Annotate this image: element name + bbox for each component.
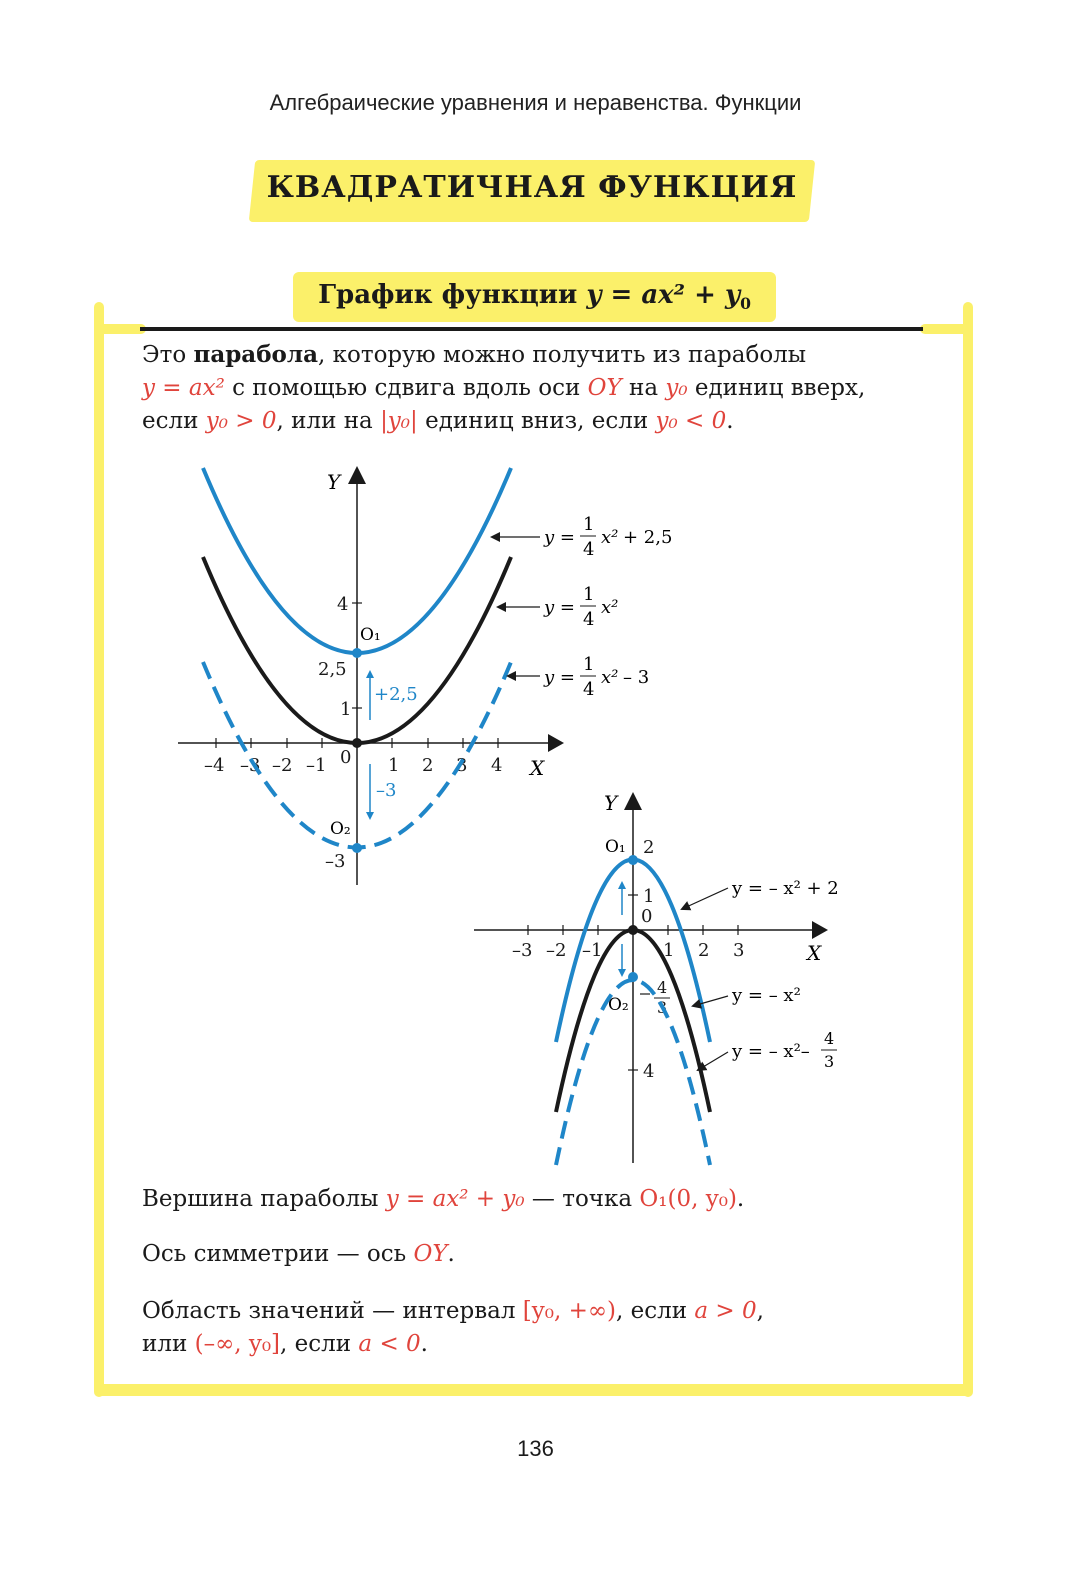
- range-text: ,: [756, 1298, 764, 1324]
- origin-point: [628, 925, 638, 935]
- graph2-y-axis-arrow-icon: [624, 792, 642, 810]
- intro-text: с помощью сдвига вдоль оси: [224, 375, 588, 401]
- intro-formula: y = ax²: [142, 375, 225, 401]
- symmetry-text: Ось симметрии — ось: [142, 1241, 414, 1267]
- graph2-x-tick: 1: [663, 940, 675, 961]
- equation-lhs: y =: [544, 667, 575, 688]
- vertex-text: — точка: [524, 1186, 640, 1212]
- range-condition: a > 0: [694, 1298, 757, 1324]
- equation-lhs: y =: [544, 597, 575, 618]
- graph2-x-tick: –2: [546, 940, 567, 961]
- symmetry-text: .: [447, 1241, 455, 1267]
- intro-text: на: [621, 375, 666, 401]
- fraction-denominator: 4: [583, 679, 595, 700]
- range-text: Область значений — интервал: [142, 1298, 523, 1324]
- graph2-equation-bot: y = – x²–: [732, 1041, 810, 1062]
- intro-text: .: [726, 408, 734, 434]
- range-condition: a < 0: [358, 1331, 421, 1357]
- intro-text: если: [142, 408, 206, 434]
- equation-x-squared: x²: [601, 597, 619, 618]
- intro-formula: OY: [587, 375, 622, 401]
- vertex-formula: y = ax² + y₀: [385, 1186, 525, 1212]
- graph2-x-tick: –3: [512, 940, 533, 961]
- section-title-formula: y = ax² + y: [586, 280, 741, 310]
- graph1-y-tick: –3: [325, 851, 346, 872]
- intro-text: , которую можно получить из параболы: [318, 342, 807, 368]
- graph2-y-tick: 1: [643, 886, 655, 907]
- graph1-y-tick: 4: [337, 594, 349, 615]
- vertex-point: O₁(0, y₀): [639, 1186, 737, 1212]
- pointer-arrow-icon: [698, 1052, 728, 1070]
- range-text: , если: [616, 1298, 695, 1324]
- fraction-numerator: 1: [583, 514, 595, 535]
- vertex-text: Вершина параболы: [142, 1186, 386, 1212]
- fraction-numerator: 1: [583, 654, 595, 675]
- graph2-vertex-o2-label: O₂: [608, 995, 629, 1015]
- intro-formula: y₀ < 0: [655, 408, 727, 434]
- graph1-x-tick: 2: [422, 755, 434, 776]
- graph2-equation-bot-num: 4: [824, 1029, 835, 1048]
- graph1-origin-label: 0: [340, 747, 352, 768]
- graph1-vertex-o2-label: O₂: [330, 819, 351, 839]
- graph1-y-axis-label: Y: [327, 470, 341, 494]
- shift-down-label: –3: [376, 780, 397, 801]
- symmetry-axis: OY: [413, 1241, 448, 1267]
- fraction-denominator: 4: [583, 539, 595, 560]
- range-paragraph: [142, 1295, 927, 1361]
- symmetry-paragraph: [142, 1238, 927, 1271]
- page-number: 136: [517, 1436, 554, 1461]
- range-text: или: [142, 1331, 195, 1357]
- intro-formula: y₀ > 0: [205, 408, 277, 434]
- vertex-paragraph: [142, 1183, 927, 1216]
- pointer-arrow-icon: [682, 888, 728, 909]
- graph2-y-tick: 4: [643, 1061, 655, 1082]
- graph1-y-tick: 2,5: [318, 659, 347, 680]
- graph2-neg-frac-num: 4: [657, 978, 668, 997]
- graph2-y-axis-label: Y: [604, 791, 618, 815]
- intro-text: единиц вверх,: [687, 375, 866, 401]
- graph2-neg-frac-den: 3: [657, 998, 668, 1017]
- graph2-y-tick: 2: [643, 837, 655, 858]
- graph2-equation-mid: y = – x²: [732, 985, 801, 1006]
- vertex-text: .: [736, 1186, 745, 1212]
- equation-lhs: y =: [544, 527, 575, 548]
- graph2-x-tick: 2: [698, 940, 710, 961]
- equation-x-squared: x²: [601, 527, 619, 548]
- graph1-x-axis-label: X: [530, 756, 545, 780]
- graph2-vertex-o1-label: O₁: [605, 837, 626, 857]
- intro-bold-term: парабола: [193, 341, 319, 368]
- graph2-equation-bot-den: 3: [824, 1052, 835, 1071]
- fraction-denominator: 4: [583, 609, 595, 630]
- equation-rhs: + 2,5: [623, 527, 673, 548]
- graph2-origin-label: 0: [641, 906, 653, 927]
- vertex-o2-point: [628, 972, 638, 982]
- intro-text: единиц вниз, если: [417, 408, 656, 434]
- intro-text: Это: [142, 342, 194, 368]
- graph1-vertex-o1-label: O₁: [360, 625, 381, 645]
- range-text: , если: [280, 1331, 359, 1357]
- range-interval: [y₀, +∞): [522, 1298, 616, 1324]
- graph1-x-tick: –4: [204, 755, 225, 776]
- chapter-title: КВАДРАТИЧНАЯ ФУНКЦИЯ: [266, 170, 798, 205]
- intro-formula: |y₀|: [380, 408, 418, 434]
- graph1-x-tick: –2: [272, 755, 293, 776]
- graph2-x-axis-label: X: [807, 941, 822, 965]
- intro-formula: y₀: [665, 375, 688, 401]
- section-title-subscript: 0: [740, 294, 751, 314]
- shift-up-label: +2,5: [374, 684, 418, 705]
- intro-text: , или на: [276, 408, 381, 434]
- graph1-x-tick: –3: [240, 755, 261, 776]
- graph1-y-tick: 1: [340, 699, 352, 720]
- graph1-x-tick: 3: [456, 755, 468, 776]
- graph1-x-tick: 4: [491, 755, 503, 776]
- running-head: Алгебраические уравнения и неравенства. Функции: [269, 90, 802, 115]
- graph1-x-tick: –1: [306, 755, 327, 776]
- range-text: .: [420, 1331, 428, 1357]
- range-interval: (–∞, y₀]: [194, 1331, 281, 1357]
- graph1-x-tick: 1: [388, 755, 400, 776]
- graph2-x-axis-arrow-icon: [812, 921, 828, 939]
- equation-rhs: – 3: [623, 667, 650, 688]
- equation-x-squared: x²: [601, 667, 619, 688]
- section-title-prefix: График функции: [318, 280, 587, 310]
- fraction-numerator: 1: [583, 584, 595, 605]
- graph2-equation-top: y = – x² + 2: [732, 878, 839, 899]
- graph2-x-tick: 3: [733, 940, 745, 961]
- vertex-o1-point: [628, 855, 638, 865]
- graph2-x-tick: –1: [582, 940, 603, 961]
